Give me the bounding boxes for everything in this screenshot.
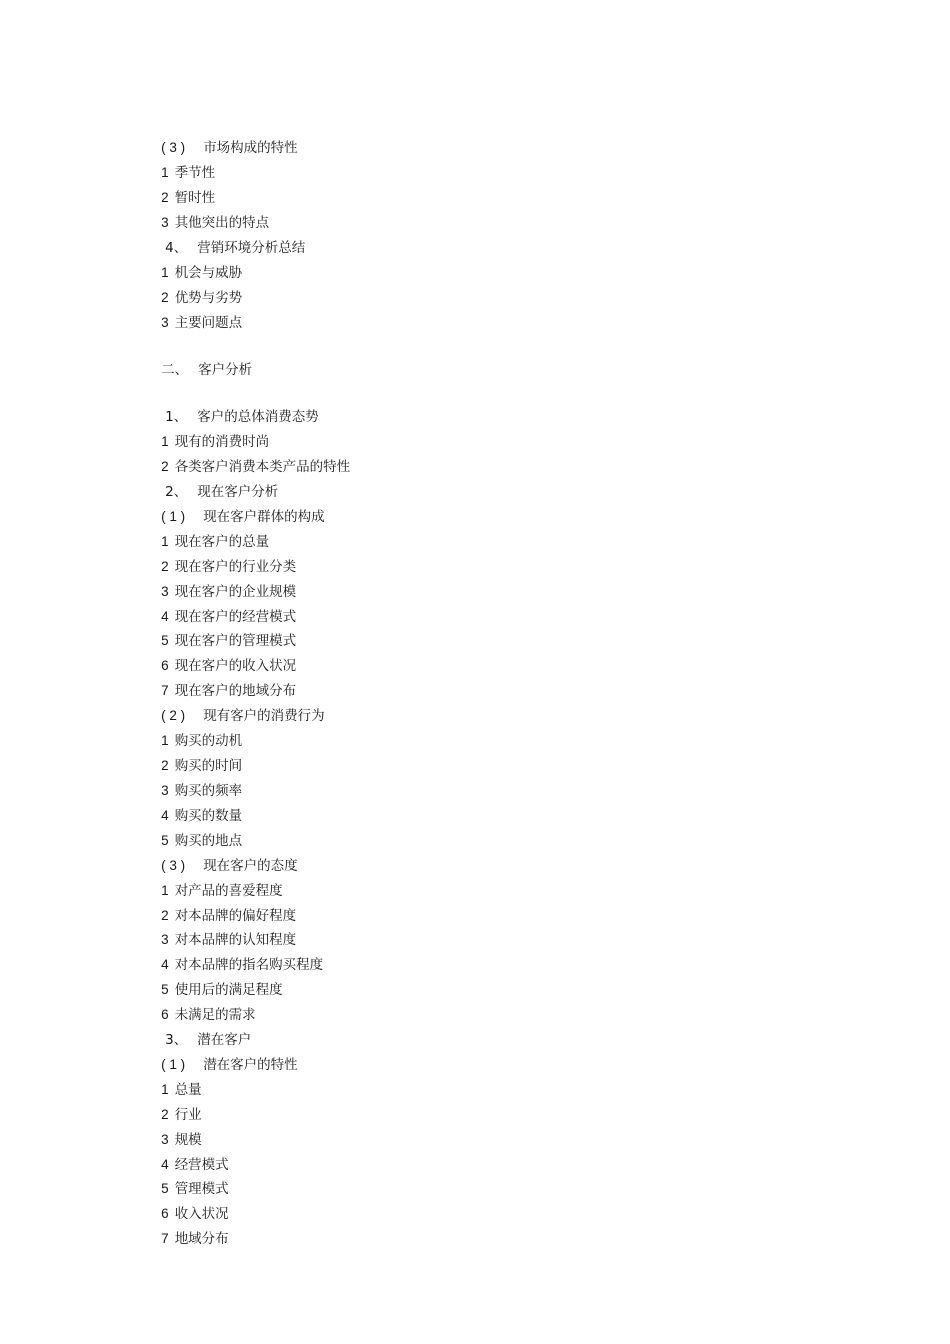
item-number: 4	[161, 609, 169, 624]
heading-text: 现在客户群体的构成	[203, 509, 325, 525]
item-number: 1	[161, 434, 169, 449]
item-number: 5	[161, 982, 169, 997]
item-number: 2	[161, 290, 169, 305]
item-number: 2	[161, 908, 169, 923]
item-text: 使用后的满足程度	[174, 982, 283, 998]
item-text: 机会与威胁	[174, 265, 243, 281]
subheading-consumption-behavior	[144, 689, 325, 724]
list-item	[144, 540, 297, 575]
item-number: 3	[161, 1132, 169, 1147]
item-number: 6	[161, 1206, 169, 1221]
item-text: 暂时性	[174, 190, 216, 206]
list-item	[144, 146, 216, 181]
list-item	[144, 415, 270, 450]
item-text: 主要问题点	[174, 315, 243, 331]
heading-number: ( 2 )	[161, 708, 186, 723]
item-text: 未满足的需求	[174, 1007, 256, 1023]
item-text: 现有的消费时尚	[174, 434, 270, 450]
item-number: 6	[161, 658, 169, 673]
list-item	[144, 246, 243, 281]
subheading-customer-attitude	[144, 839, 298, 874]
item-text: 现在客户的企业规模	[174, 584, 297, 600]
heading-text: 潜在客户	[197, 1032, 252, 1048]
subheading-market-composition	[144, 121, 298, 156]
heading-text: 客户的总体消费态势	[197, 409, 319, 425]
item-number: 4	[161, 1157, 169, 1172]
list-item	[144, 440, 351, 475]
item-number: 1	[161, 883, 169, 898]
item-text: 总量	[174, 1082, 202, 1098]
item-text: 经营模式	[174, 1157, 229, 1173]
list-item	[144, 739, 243, 774]
item-number: 2	[161, 190, 169, 205]
list-item	[144, 590, 297, 625]
item-text: 季节性	[174, 165, 216, 181]
item-text: 对本品牌的偏好程度	[174, 908, 297, 924]
heading-text: 潜在客户的特性	[203, 1057, 298, 1073]
item-number: 1	[161, 165, 169, 180]
list-item	[144, 1212, 229, 1247]
item-number: 3	[161, 215, 169, 230]
list-item	[144, 988, 256, 1023]
subheading-potential-traits	[144, 1038, 298, 1073]
item-text: 现在客户的收入状况	[174, 658, 297, 674]
heading-text: 现在客户分析	[197, 484, 279, 500]
item-text: 购买的时间	[174, 758, 243, 774]
heading-number: 2、	[165, 484, 188, 500]
item-text: 现在客户的行业分类	[174, 559, 297, 575]
item-number: 4	[161, 808, 169, 823]
heading-number: ( 1 )	[161, 1057, 186, 1072]
list-item	[144, 1113, 202, 1148]
list-item	[144, 1138, 229, 1173]
list-item	[144, 963, 283, 998]
list-item	[144, 1088, 202, 1123]
list-item	[144, 271, 243, 306]
item-text: 各类客户消费本类产品的特性	[174, 459, 351, 475]
item-text: 现在客户的地域分布	[174, 683, 297, 699]
subheading-marketing-summary	[148, 221, 306, 256]
item-text: 购买的数量	[174, 808, 243, 824]
item-text: 其他突出的特点	[174, 215, 270, 231]
item-number: 3	[161, 584, 169, 599]
list-item	[144, 714, 243, 749]
list-item	[144, 171, 216, 206]
list-item	[144, 938, 324, 973]
heading-number: ( 3 )	[161, 858, 186, 873]
item-text: 地域分布	[174, 1231, 229, 1247]
item-text: 购买的频率	[174, 783, 243, 799]
list-item	[144, 565, 297, 600]
item-text: 收入状况	[174, 1206, 229, 1222]
item-number: 6	[161, 1007, 169, 1022]
item-number: 3	[161, 783, 169, 798]
item-text: 购买的地点	[174, 833, 243, 849]
item-number: 1	[161, 265, 169, 280]
heading-text: 现在客户的态度	[203, 858, 298, 874]
list-item	[144, 296, 243, 331]
subheading-customer-composition	[144, 490, 325, 525]
item-number: 4	[161, 957, 169, 972]
item-text: 对本品牌的指名购买程度	[174, 957, 324, 973]
list-item	[144, 913, 297, 948]
item-text: 管理模式	[174, 1181, 229, 1197]
list-item	[144, 515, 270, 550]
item-number: 2	[161, 459, 169, 474]
item-number: 5	[161, 1181, 169, 1196]
item-number: 3	[161, 932, 169, 947]
subheading-potential-customers	[148, 1013, 252, 1048]
item-number: 1	[161, 1082, 169, 1097]
list-item	[144, 764, 243, 799]
list-item	[144, 889, 297, 924]
item-text: 购买的动机	[174, 733, 243, 749]
heading-number: 4、	[165, 240, 188, 256]
section-text: 客户分析	[198, 362, 253, 378]
item-number: 3	[161, 315, 169, 330]
heading-text: 市场构成的特性	[203, 140, 298, 156]
list-item	[144, 639, 297, 674]
list-item	[144, 789, 243, 824]
item-number: 7	[161, 1231, 169, 1246]
item-number: 1	[161, 534, 169, 549]
item-number: 5	[161, 633, 169, 648]
item-text: 现在客户的总量	[174, 534, 270, 550]
item-text: 规模	[174, 1132, 202, 1148]
heading-number: 3、	[165, 1032, 188, 1048]
heading-text: 现有客户的消费行为	[203, 708, 325, 724]
list-item	[144, 1063, 202, 1098]
item-number: 1	[161, 733, 169, 748]
section-number: 二、	[161, 362, 189, 378]
subheading-current-customers	[148, 465, 279, 500]
heading-text: 营销环境分析总结	[197, 240, 306, 256]
list-item	[144, 1162, 229, 1197]
heading-number: ( 1 )	[161, 509, 186, 524]
item-text: 现在客户的经营模式	[174, 609, 297, 625]
item-number: 2	[161, 1107, 169, 1122]
list-item	[144, 864, 283, 899]
item-text: 行业	[174, 1107, 202, 1123]
item-text: 现在客户的管理模式	[174, 633, 297, 649]
item-text: 对产品的喜爱程度	[174, 883, 283, 899]
item-text: 优势与劣势	[174, 290, 243, 306]
list-item	[144, 196, 270, 231]
list-item	[144, 614, 297, 649]
item-number: 2	[161, 559, 169, 574]
subheading-overall-consumption	[148, 390, 319, 425]
heading-number: ( 3 )	[161, 140, 186, 155]
list-item	[144, 664, 297, 699]
list-item	[144, 814, 243, 849]
list-item	[144, 1187, 229, 1222]
item-number: 7	[161, 683, 169, 698]
item-number: 5	[161, 833, 169, 848]
item-number: 2	[161, 758, 169, 773]
section-title-customer-analysis	[144, 343, 253, 378]
heading-number: 1、	[165, 409, 188, 425]
item-text: 对本品牌的认知程度	[174, 932, 297, 948]
